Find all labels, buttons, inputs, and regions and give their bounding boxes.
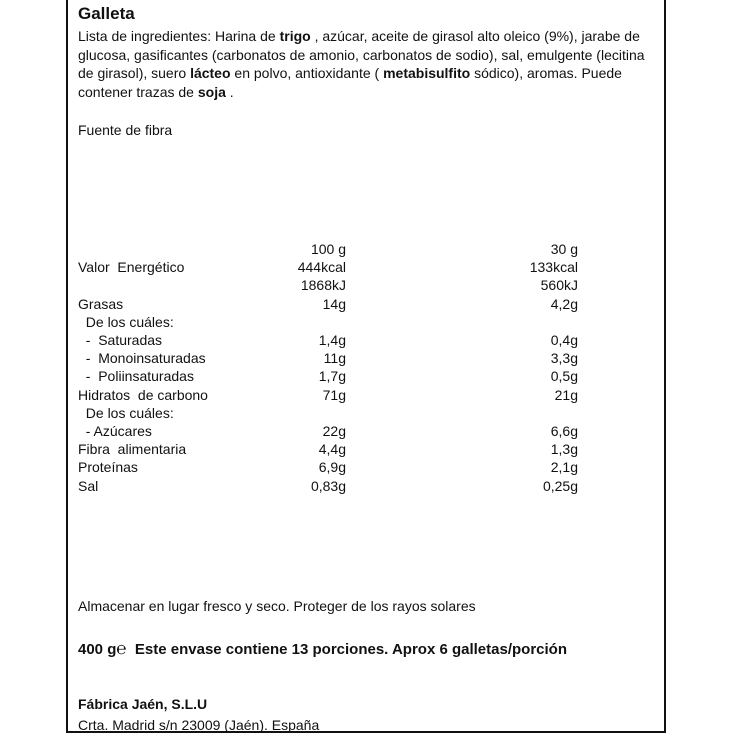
nutrient-label: De los cuáles: [78, 404, 174, 421]
ingredient-text: en polvo, antioxidante ( [230, 65, 384, 81]
value-per-30g: 1,3g [550, 441, 578, 458]
value-per-100g: 22g [322, 423, 346, 439]
value-per-30g: 30 g [550, 241, 578, 257]
allergen-text: lácteo [190, 65, 231, 81]
ingredient-text: . [225, 83, 234, 100]
value-per-30g: 3,3g [550, 350, 578, 367]
value-per-100g: 1868kJ [300, 277, 346, 294]
value-per-100g: 1,7g [318, 368, 346, 385]
nutrient-label: Sal [78, 477, 99, 494]
value-per-100g: 71g [322, 386, 346, 403]
allergen-text: soja [197, 83, 226, 100]
value-per-100g: 444kcal [297, 259, 346, 276]
nutrition-row [78, 422, 638, 440]
nutrition-row [78, 313, 638, 331]
estimated-sign-icon: ℮ [116, 639, 127, 658]
value-per-100g: 4,4g [318, 441, 346, 458]
nutrition-row [78, 404, 638, 422]
portions-text: Este envase contiene 13 porciones. Aprox 6 galletas/porción [134, 641, 567, 658]
fiber-claim: Fuente de fibra [78, 122, 173, 138]
value-per-30g: 0,4g [550, 332, 578, 348]
nutrition-row [78, 331, 638, 349]
nutrient-label: - Azúcares [78, 423, 152, 439]
value-per-30g: 560kJ [540, 277, 578, 294]
nutrition-row [78, 258, 638, 276]
ingredient-text: sódico), aromas. Puede contener trazas de [78, 65, 622, 100]
ingredients-list [78, 27, 658, 101]
nutrition-row [78, 477, 638, 495]
nutrient-label: - Saturadas [78, 332, 163, 348]
value-per-30g: 4,2g [550, 295, 578, 312]
allergen-text: trigo [279, 28, 311, 44]
nutrition-row [78, 386, 638, 404]
value-per-30g: 21g [554, 386, 578, 403]
value-per-100g: 100 g [310, 241, 346, 257]
manufacturer-address: Crta. Madrid s/n 23009 (Jaén). España [78, 717, 320, 733]
nutrition-row [78, 276, 638, 294]
nutrient-label: Hidratos de carbono [78, 386, 208, 403]
nutrient-label: - Monoinsaturadas [78, 350, 206, 367]
nutrient-label: Grasas [78, 295, 124, 312]
ingredient-text: , azúcar, aceite de girasol alto oleico (9%), jarabe de glucosa, gasificantes (carbonatos de amonio, carbonatos de sodio), sal, emulgente (lecitina de girasol), suero [78, 28, 645, 81]
nutrition-row [78, 458, 638, 476]
value-per-100g: 6,9g [318, 459, 346, 476]
nutrition-row [78, 349, 638, 367]
nutrition-row [78, 295, 638, 313]
value-per-30g: 6,6g [550, 423, 578, 439]
allergen-text: metabisulfito [383, 65, 471, 81]
value-per-100g: 11g [323, 350, 346, 367]
nutrient-label: - Poliinsaturadas [78, 368, 194, 385]
value-per-30g: 2,1g [550, 459, 578, 476]
nutrition-row [78, 367, 638, 385]
product-name: Galleta [78, 4, 135, 23]
value-per-30g: 133kcal [529, 259, 578, 276]
manufacturer-name: Fábrica Jaén, S.L.U [78, 696, 208, 712]
value-per-100g: 0,83g [310, 477, 346, 494]
package-info [78, 638, 598, 660]
nutrient-label: Valor Energético [78, 259, 185, 276]
nutrition-row [78, 240, 638, 258]
nutrition-row [78, 440, 638, 458]
value-per-30g: 0,25g [542, 477, 578, 494]
ingredient-text: Lista de ingredientes: Harina de [78, 28, 280, 44]
net-weight: 400 g [78, 641, 117, 658]
value-per-30g: 0,5g [550, 368, 578, 385]
value-per-100g: 14g [322, 295, 346, 312]
nutrient-label: Proteínas [78, 459, 138, 476]
storage-instructions: Almacenar en lugar fresco y seco. Proteger de los rayos solares [78, 598, 476, 614]
value-per-100g: 1,4g [318, 332, 346, 348]
nutrient-label: Fibra alimentaria [78, 441, 187, 458]
nutrient-label: De los cuáles: [78, 313, 174, 330]
